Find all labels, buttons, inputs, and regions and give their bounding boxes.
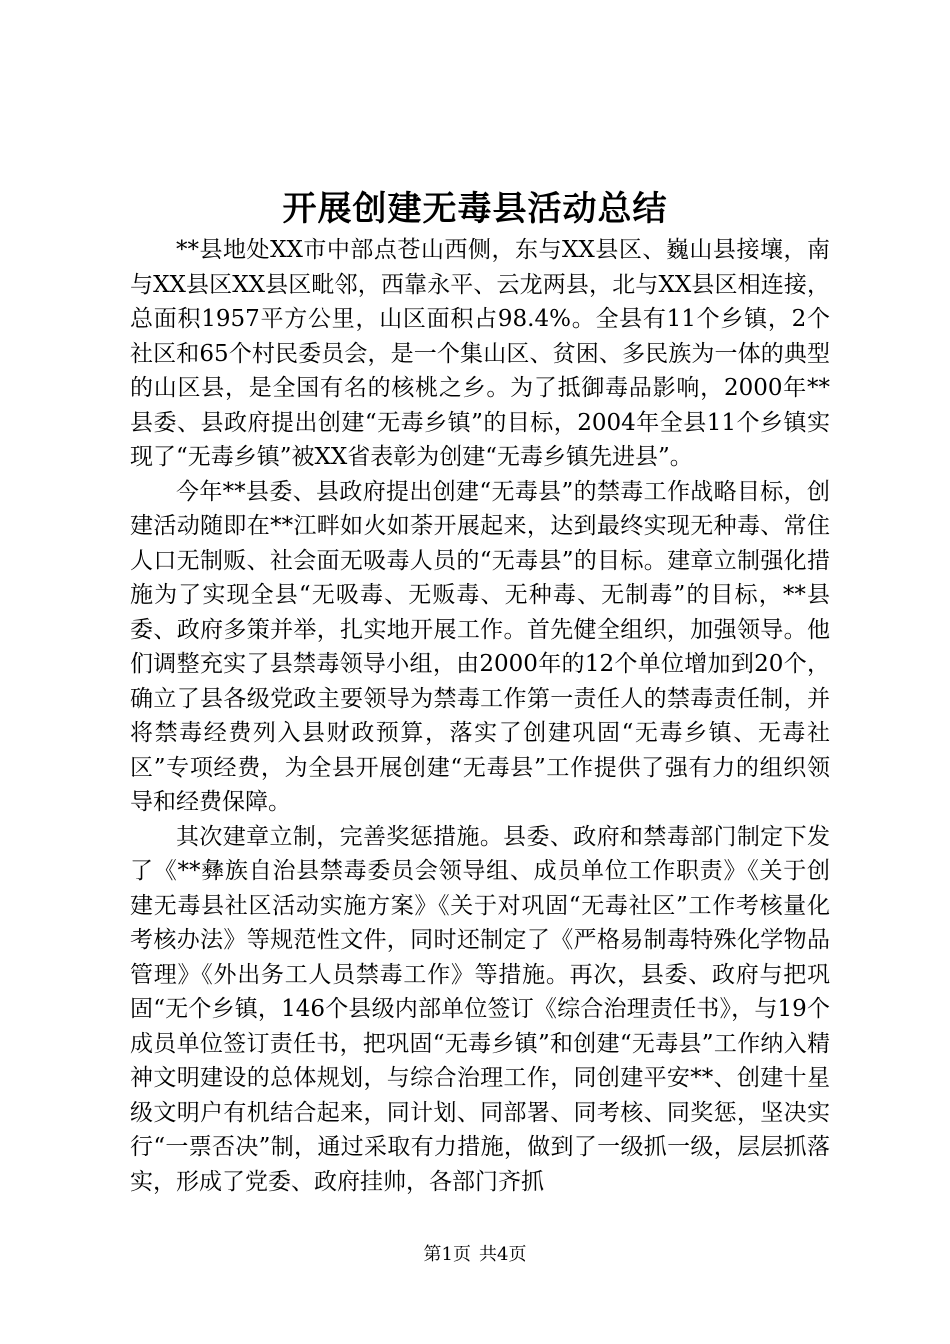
page-footer <box>0 1243 950 1267</box>
body-paragraph: **县地处XX市中部点苍山西侧，东与XX县区、巍山县接壤，南与XX县区XX县区毗邻，西靠永平、云龙两县，北与XX县区相连接，总面积1957平方公里，山区面积占98.4%。全县有11个乡镇，2个社区和65个村民委员会，是一个集山区、贫困、多民族为一体的典型的山区县，是全国有名的核桃之乡。为了抵御毒品影响，2000年**县委、县政府提出创建“无毒乡镇”的目标，2004年全县11个乡镇实现了“无毒乡镇”被XX省表彰为创建“无毒乡镇先进县”。 <box>130 237 830 470</box>
document-body <box>130 233 830 1199</box>
body-paragraph: 其次建章立制，完善奖惩措施。县委、政府和禁毒部门制定下发了《**彝族自治县禁毒委员会领导组、成员单位工作职责》《关于创建无毒县社区活动实施方案》《关于对巩固“无毒社区”工作考核量化考核办法》等规范性文件，同时还制定了《严格易制毒特殊化学物品管理》《外出务工人员禁毒工作》等措施。再次，县委、政府与把巩固“无个乡镇，146个县级内部单位签订《综合治理责任书》，与19个成员单位签订责任书，把巩固“无毒乡镇”和创建“无毒县”工作纳入精神文明建设的总体规划，与综合治理工作，同创建平安**、创建十星级文明户有机结合起来，同计划、同部署、同考核、同奖惩，坚决实行“一票否决”制，通过采取有力措施，做到了一级抓一级，层层抓落实，形成了党委、政府挂帅，各部门齐抓 <box>130 823 830 1195</box>
document-title: 开展创建无毒县活动总结 <box>282 189 668 229</box>
page-total: 共4页 <box>479 1244 527 1265</box>
body-paragraph: 今年**县委、县政府提出创建“无毒县”的禁毒工作战略目标，创建活动随即在**江畔如火如荼开展起来，达到最终实现无种毒、常住人口无制贩、社会面无吸毒人员的“无毒县”的目标。建章立制强化措施为了实现全县“无吸毒、无贩毒、无种毒、无制毒”的目标，**县委、政府多策并举，扎实地开展工作。首先健全组织，加强领导。他们调整充实了县禁毒领导小组，由2000年的12个单位增加到20个，确立了县各级党政主要领导为禁毒工作第一责任人的禁毒责任制，并将禁毒经费列入县财政预算，落实了创建巩固“无毒乡镇、无毒社区”专项经费，为全县开展创建“无毒县”工作提供了强有力的组织领导和经费保障。 <box>130 478 830 815</box>
page-number: 第1页 <box>423 1244 471 1265</box>
